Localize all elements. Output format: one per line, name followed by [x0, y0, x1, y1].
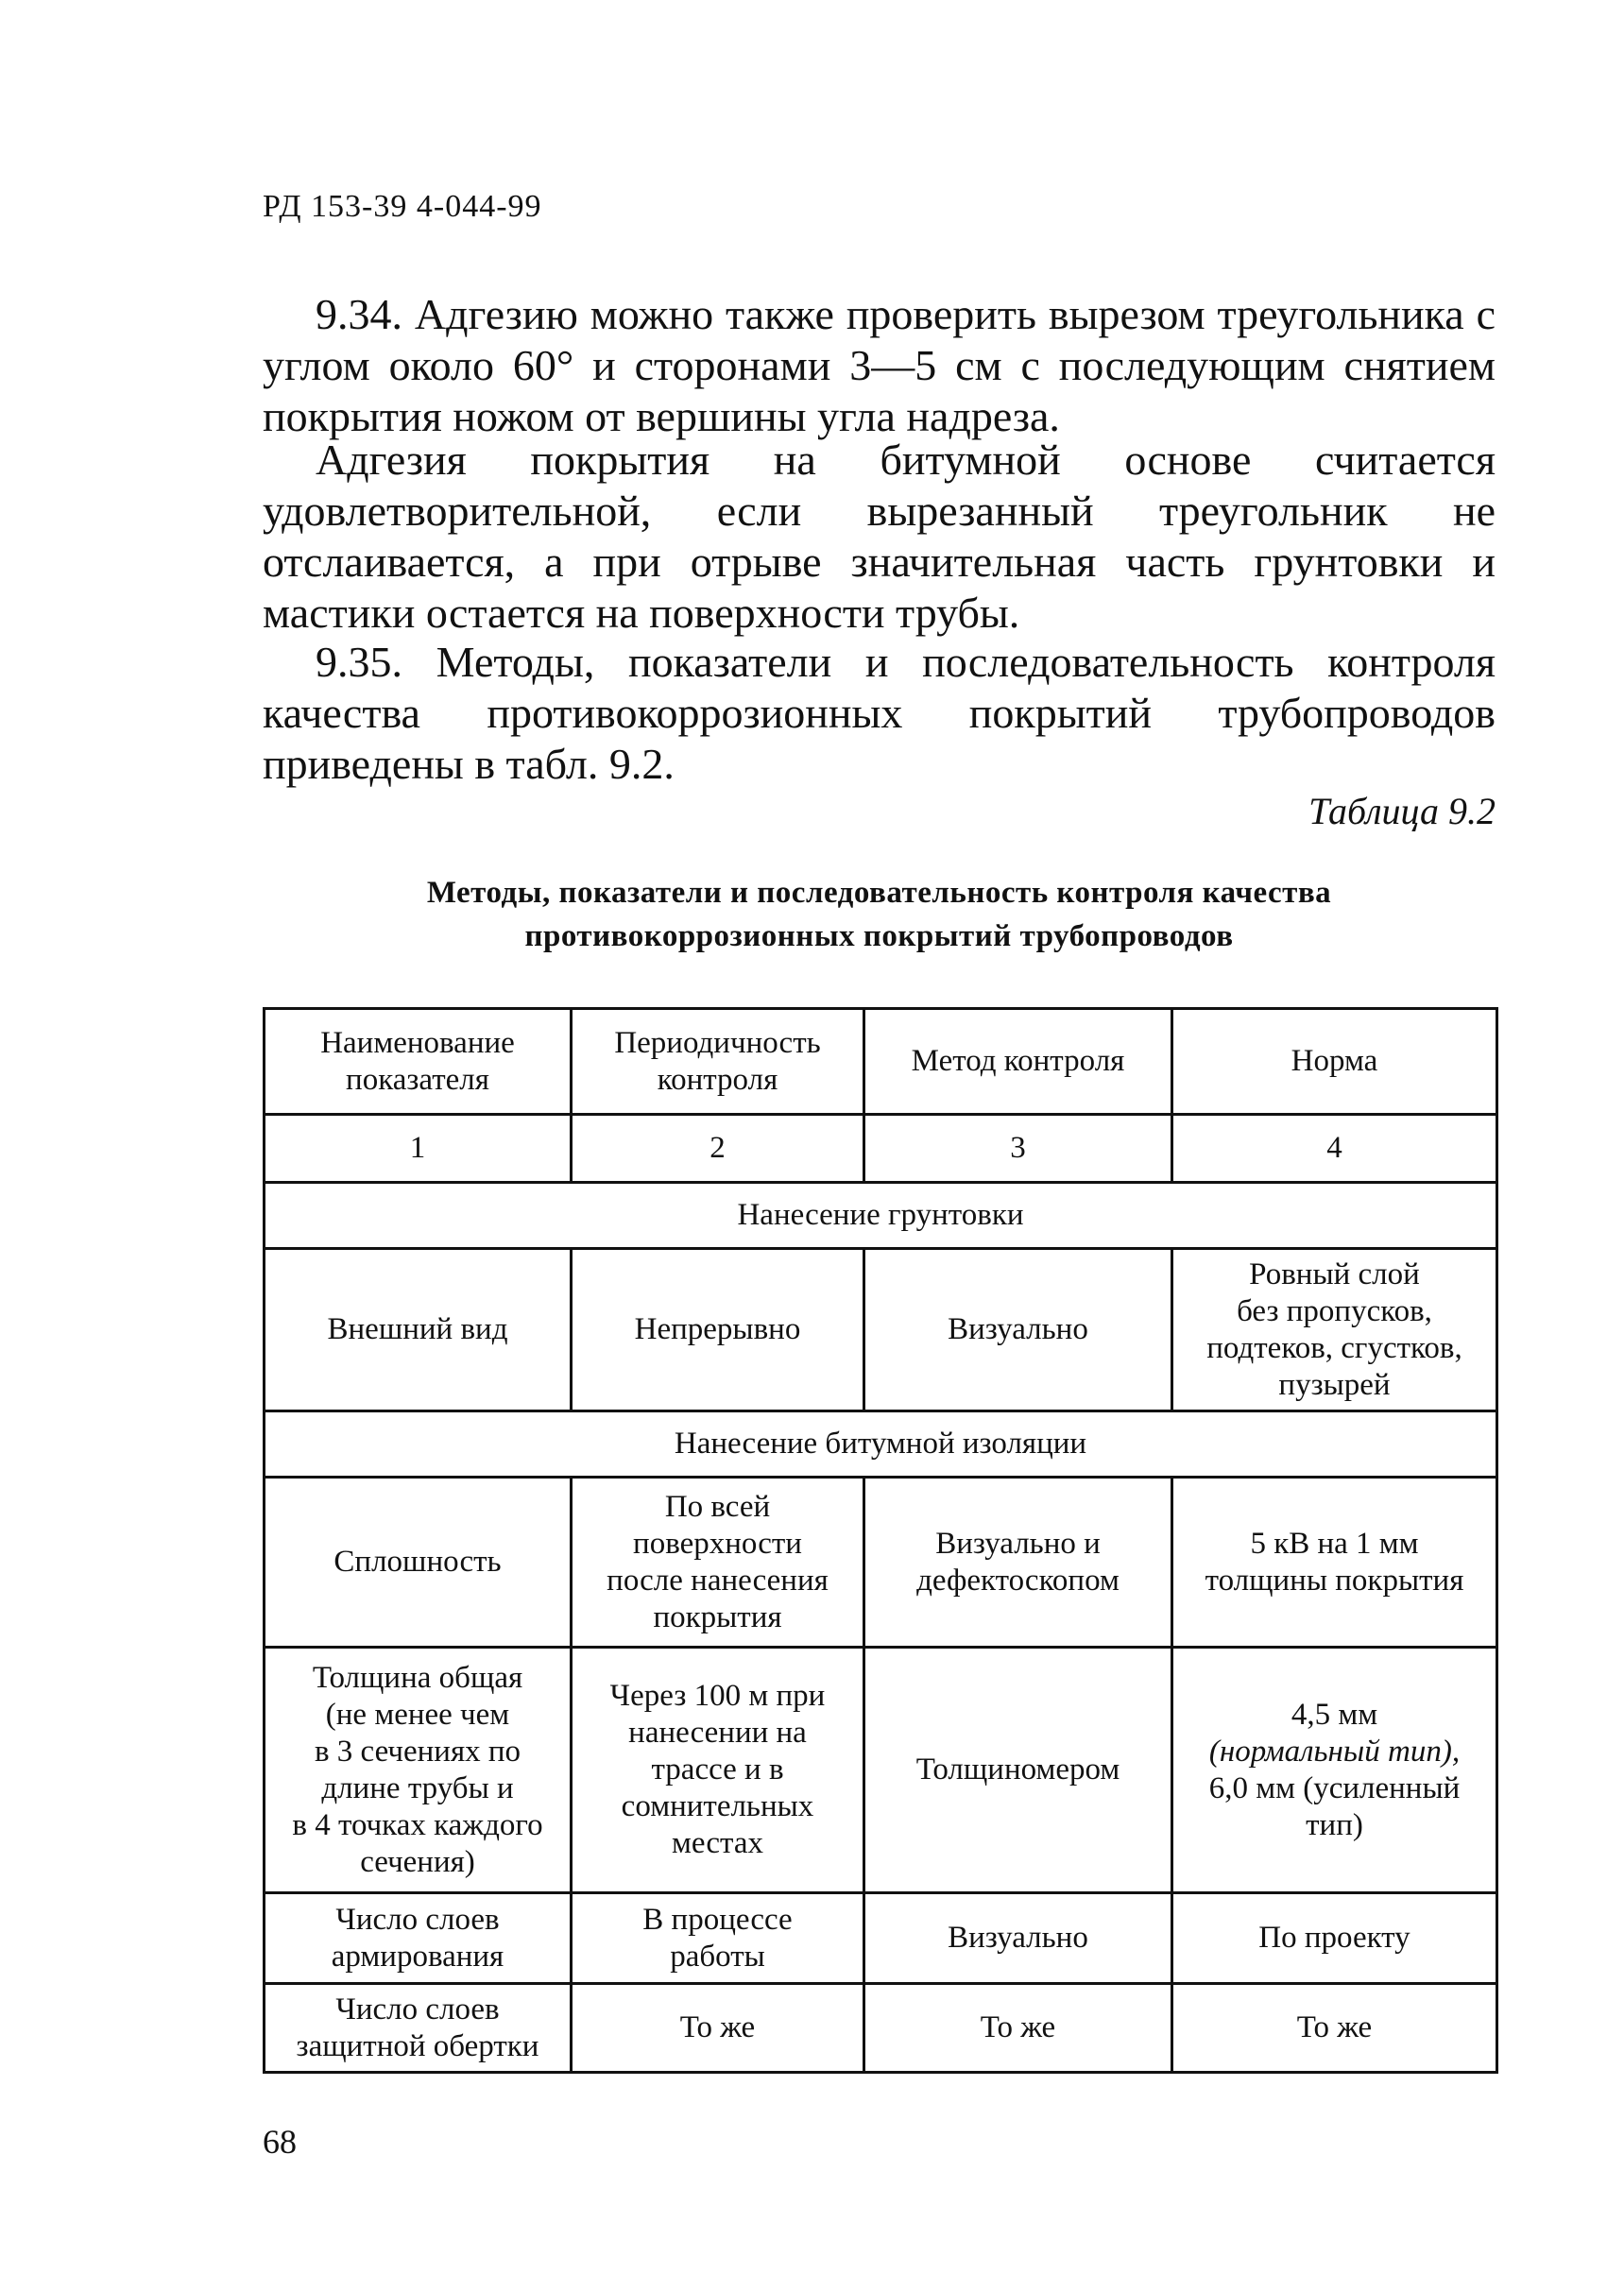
table-cell: Непрерывно	[572, 1249, 864, 1411]
column-number-cell: 2	[572, 1115, 864, 1183]
table-row	[265, 1893, 1497, 1984]
column-number-cell: 1	[265, 1115, 572, 1183]
header-cell: Метод контроля	[864, 1009, 1172, 1115]
section-row	[265, 1411, 1497, 1478]
paragraph-9-35: 9.35. Методы, показатели и последовательность контроля качества противокоррозионных покрытий трубопроводов приведены в табл. 9.2.	[263, 638, 1496, 788]
table-row	[265, 1478, 1497, 1648]
column-number-cell: 3	[864, 1115, 1172, 1183]
table-cell: То же	[572, 1984, 864, 2073]
column-number-cell: 4	[1172, 1115, 1497, 1183]
table-cell: То же	[1172, 1984, 1497, 2073]
table-cell: По всей поверхности после нанесения покрытия	[572, 1478, 864, 1648]
table-cell: Число слоев армирования	[265, 1893, 572, 1984]
table-cell: По проекту	[1172, 1893, 1497, 1984]
table-cell: Визуально	[864, 1893, 1172, 1984]
header-cell: Наименование показателя	[265, 1009, 572, 1115]
table-title-line: Методы, показатели и последовательность контроля качества	[426, 876, 1332, 910]
section-row	[265, 1183, 1497, 1249]
table-cell: Визуально	[864, 1249, 1172, 1411]
page-number: 68	[263, 2123, 297, 2161]
table-cell: 5 кВ на 1 мм толщины покрытия	[1172, 1478, 1497, 1648]
table-label: Таблица 9.2	[1308, 790, 1496, 832]
table-cell: 4,5 мм (нормальный тип), 6,0 мм (усиленный тип)	[1172, 1648, 1497, 1893]
table-row	[265, 1648, 1497, 1893]
paragraph-adhesion: Адгезия покрытия на битумной основе считается удовлетворительной, если вырезанный треугольник не отслаивается, а при отрыве значительная часть грунтовки и мастики остается на поверхности трубы.	[263, 436, 1496, 637]
table-cell: Внешний вид	[265, 1249, 572, 1411]
table-title	[263, 871, 1496, 958]
document-header: РД 153-39 4-044-99	[263, 189, 542, 224]
table-cell: В процессе работы	[572, 1893, 864, 1984]
table-header-row	[265, 1009, 1497, 1115]
table-cell: Сплошность	[265, 1478, 572, 1648]
table-cell: Через 100 м при нанесении на трассе и в сомнительных местах	[572, 1648, 864, 1893]
table-cell: Ровный слой без пропусков, подтеков, сгустков, пузырей	[1172, 1249, 1497, 1411]
section-title-primer: Нанесение грунтовки	[265, 1183, 1497, 1249]
header-cell: Норма	[1172, 1009, 1497, 1115]
table-title-line: противокоррозионных покрытий трубопроводов	[524, 919, 1234, 953]
quality-control-table	[263, 1007, 1498, 2074]
table-row	[265, 1249, 1497, 1411]
paragraph-9-34: 9.34. Адгезию можно также проверить вырезом треугольника с углом около 60° и сторонами 3—5 см с последующим снятием покрытия ножом от вершины угла надреза.	[263, 290, 1496, 440]
column-number-row	[265, 1115, 1497, 1183]
table-cell: Число слоев защитной обертки	[265, 1984, 572, 2073]
table-cell: То же	[864, 1984, 1172, 2073]
section-title-bitumen: Нанесение битумной изоляции	[265, 1411, 1497, 1478]
table-row	[265, 1984, 1497, 2073]
table-cell: Толщина общая (не менее чем в 3 сечениях по длине трубы и в 4 точках каждого сечения)	[265, 1648, 572, 1893]
header-cell: Периодичность контроля	[572, 1009, 864, 1115]
table-cell: Визуально и дефектоскопом	[864, 1478, 1172, 1648]
table-cell: Толщиномером	[864, 1648, 1172, 1893]
